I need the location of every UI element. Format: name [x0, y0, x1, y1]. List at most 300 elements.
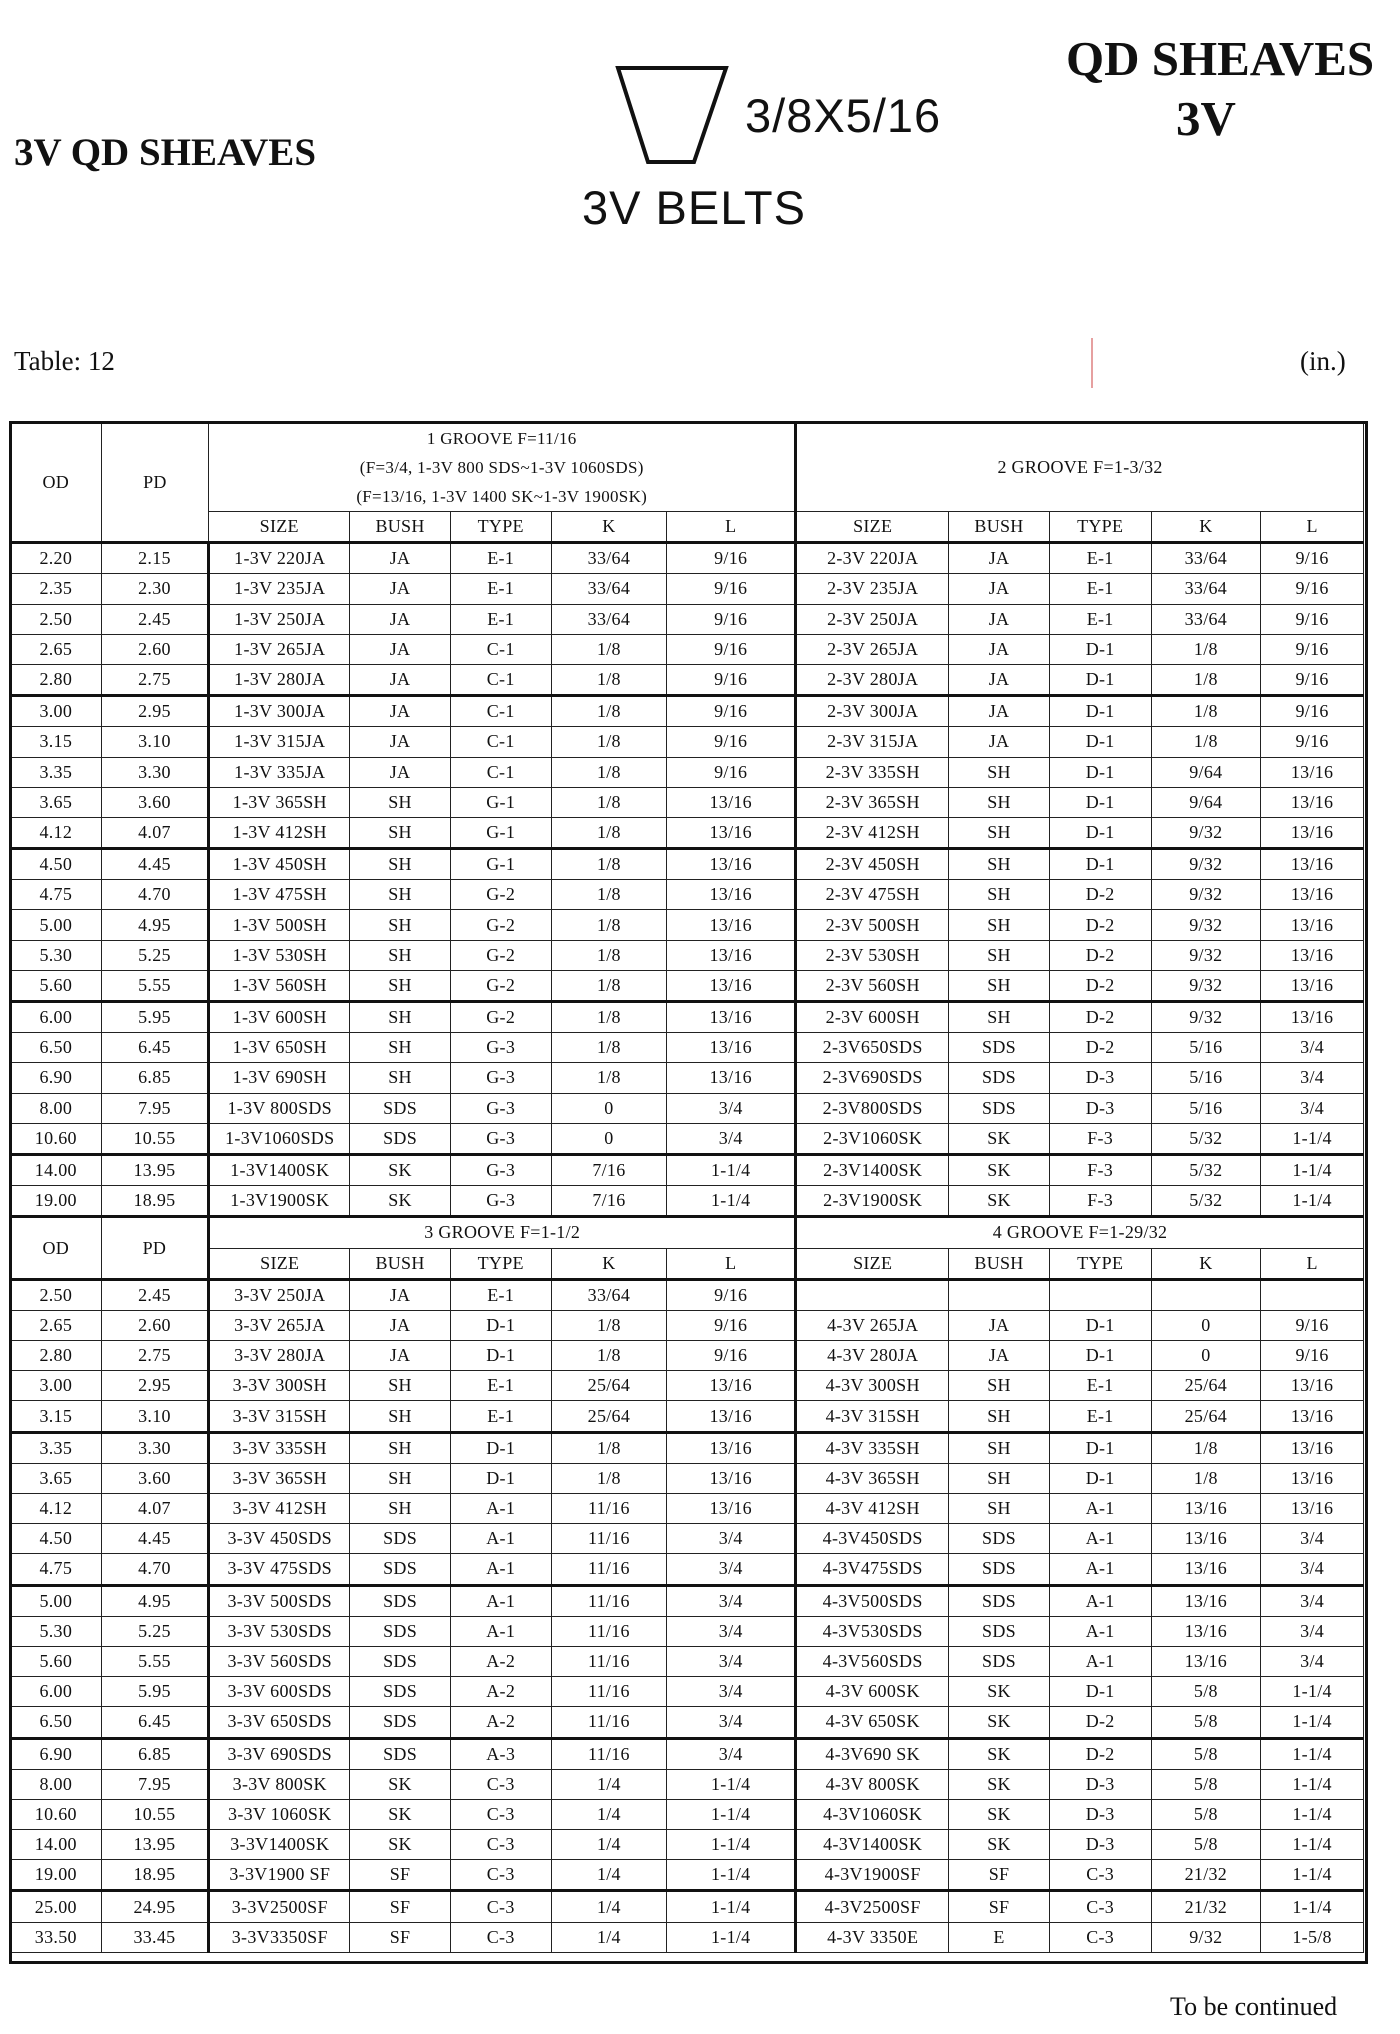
cell-size-3: 3-3V 600SDS — [209, 1677, 350, 1707]
cell-k-2: 33/64 — [1151, 604, 1261, 634]
cell-l-2: 3/4 — [1261, 1093, 1364, 1123]
subheader-size: SIZE — [796, 512, 949, 543]
cell-k-1: 1/8 — [551, 880, 667, 910]
group-1-title: 1 GROOVE F=11/16 — [426, 428, 577, 448]
cell-type-3: A-3 — [450, 1738, 551, 1769]
cell-k-1: 1/8 — [551, 849, 667, 880]
cell-k-1: 1/8 — [551, 727, 667, 757]
cell-bush-1: SK — [350, 1186, 451, 1217]
cell-bush-1: SH — [350, 910, 451, 940]
table-row — [11, 1341, 1364, 1371]
table-row — [11, 1830, 1364, 1860]
cell-od: 6.90 — [11, 1063, 102, 1093]
cell-type-2: D-1 — [1049, 757, 1151, 787]
table-row — [11, 574, 1364, 604]
cell-type-2: D-1 — [1049, 849, 1151, 880]
table-row — [11, 543, 1364, 574]
table-row — [11, 880, 1364, 910]
cell-l-3: 1-1/4 — [667, 1922, 796, 1952]
cell-l-3: 9/16 — [667, 1341, 796, 1371]
cell-size-1: 1-3V 300JA — [209, 696, 350, 727]
table-row — [11, 664, 1364, 695]
cell-k-4: 13/16 — [1151, 1554, 1261, 1585]
cell-bush-2: SH — [949, 910, 1050, 940]
cell-size-4: 4-3V500SDS — [796, 1585, 949, 1616]
cell-type-4: A-1 — [1049, 1585, 1151, 1616]
cell-l-1: 13/16 — [667, 910, 796, 940]
cell-size-2: 2-3V 300JA — [796, 696, 949, 727]
cell-type-4: A-1 — [1049, 1646, 1151, 1676]
cell-od: 6.90 — [11, 1738, 102, 1769]
table-row — [11, 1554, 1364, 1585]
cell-k-4: 5/8 — [1151, 1738, 1261, 1769]
cell-k-2: 5/32 — [1151, 1186, 1261, 1217]
cell-pd: 2.75 — [101, 664, 209, 695]
cell-l-4: 1-1/4 — [1261, 1738, 1364, 1769]
cell-type-3: E-1 — [450, 1279, 551, 1310]
cell-type-3: A-1 — [450, 1585, 551, 1616]
cell-l-3: 13/16 — [667, 1494, 796, 1524]
cell-size-2: 2-3V 265JA — [796, 634, 949, 664]
cell-type-2: D-3 — [1049, 1063, 1151, 1093]
cell-bush-3: JA — [350, 1310, 451, 1340]
table-row — [11, 604, 1364, 634]
cell-k-3: 33/64 — [551, 1279, 667, 1310]
cell-od: 5.60 — [11, 1646, 102, 1676]
cell-size-2: 2-3V1400SK — [796, 1154, 949, 1185]
cell-pd: 5.55 — [101, 1646, 209, 1676]
cell-pd: 2.95 — [101, 1371, 209, 1401]
cell-size-1: 1-3V 800SDS — [209, 1093, 350, 1123]
cell-pd: 6.85 — [101, 1063, 209, 1093]
cell-pd: 3.10 — [101, 727, 209, 757]
cell-l-1: 13/16 — [667, 787, 796, 817]
cell-size-4 — [796, 1279, 949, 1310]
cell-pd: 18.95 — [101, 1860, 209, 1891]
cell-size-3: 3-3V 450SDS — [209, 1524, 350, 1554]
cell-od: 3.15 — [11, 1401, 102, 1432]
cell-k-2: 9/64 — [1151, 787, 1261, 817]
cell-type-1: C-1 — [450, 634, 551, 664]
subheader-k: K — [551, 512, 667, 543]
table-row — [11, 757, 1364, 787]
cell-type-1: G-1 — [450, 787, 551, 817]
cell-pd: 4.45 — [101, 849, 209, 880]
cell-size-1: 1-3V 280JA — [209, 664, 350, 695]
cell-size-2: 2-3V 250JA — [796, 604, 949, 634]
cell-type-3: D-1 — [450, 1463, 551, 1493]
cell-k-4: 21/32 — [1151, 1891, 1261, 1922]
cell-bush-2: SH — [949, 880, 1050, 910]
subheader-type: TYPE — [1049, 512, 1151, 543]
cell-bush-3: SF — [350, 1891, 451, 1922]
subheader-type: TYPE — [1049, 1248, 1151, 1279]
cell-type-2: D-2 — [1049, 880, 1151, 910]
cell-pd: 4.07 — [101, 817, 209, 848]
cell-k-3: 11/16 — [551, 1494, 667, 1524]
cell-pd: 13.95 — [101, 1154, 209, 1185]
cell-bush-3: SDS — [350, 1616, 451, 1646]
cell-l-2: 13/16 — [1261, 817, 1364, 848]
cell-bush-2: SH — [949, 1002, 1050, 1033]
table-row — [11, 1799, 1364, 1829]
cell-l-3: 9/16 — [667, 1310, 796, 1340]
cell-pd: 2.45 — [101, 604, 209, 634]
cell-size-4: 4-3V475SDS — [796, 1554, 949, 1585]
table-row — [11, 1738, 1364, 1769]
cell-l-1: 9/16 — [667, 727, 796, 757]
cell-size-1: 1-3V 600SH — [209, 1002, 350, 1033]
cell-type-1: G-2 — [450, 910, 551, 940]
cell-size-4: 4-3V 335SH — [796, 1432, 949, 1463]
group-1-note-a: (F=3/4, 1-3V 800 SDS~1-3V 1060SDS) — [359, 457, 644, 477]
cell-bush-1: SK — [350, 1154, 451, 1185]
table-row — [11, 787, 1364, 817]
cell-type-2: F-3 — [1049, 1154, 1151, 1185]
cell-size-4: 4-3V 412SH — [796, 1494, 949, 1524]
cell-od: 5.00 — [11, 1585, 102, 1616]
cell-pd: 2.60 — [101, 634, 209, 664]
cell-bush-2: SDS — [949, 1063, 1050, 1093]
cell-l-1: 13/16 — [667, 849, 796, 880]
cell-k-2: 33/64 — [1151, 543, 1261, 574]
cell-type-1: C-1 — [450, 664, 551, 695]
subheader-bush: BUSH — [350, 512, 451, 543]
cell-l-4: 1-1/4 — [1261, 1799, 1364, 1829]
table-row — [11, 1123, 1364, 1154]
cell-l-3: 13/16 — [667, 1401, 796, 1432]
cell-k-3: 1/8 — [551, 1341, 667, 1371]
cell-k-1: 1/8 — [551, 1033, 667, 1063]
cell-type-3: A-2 — [450, 1677, 551, 1707]
cell-size-3: 3-3V 650SDS — [209, 1707, 350, 1738]
cell-type-4: D-2 — [1049, 1707, 1151, 1738]
table-row — [11, 1093, 1364, 1123]
cell-bush-3: SK — [350, 1830, 451, 1860]
cell-type-3: A-1 — [450, 1494, 551, 1524]
cell-l-3: 13/16 — [667, 1463, 796, 1493]
cell-type-2: D-3 — [1049, 1093, 1151, 1123]
cell-od: 6.00 — [11, 1002, 102, 1033]
cell-l-2: 9/16 — [1261, 543, 1364, 574]
cell-pd: 4.95 — [101, 1585, 209, 1616]
cell-pd: 2.30 — [101, 574, 209, 604]
cell-type-4: C-3 — [1049, 1860, 1151, 1891]
cell-l-2: 13/16 — [1261, 880, 1364, 910]
cell-l-4: 9/16 — [1261, 1310, 1364, 1340]
cell-l-1: 9/16 — [667, 543, 796, 574]
cell-size-1: 1-3V 365SH — [209, 787, 350, 817]
cell-od: 19.00 — [11, 1860, 102, 1891]
cell-k-4: 13/16 — [1151, 1585, 1261, 1616]
subheader-l: L — [667, 1248, 796, 1279]
cell-pd: 18.95 — [101, 1186, 209, 1217]
cell-type-2: D-1 — [1049, 727, 1151, 757]
cell-type-1: E-1 — [450, 604, 551, 634]
cell-k-3: 11/16 — [551, 1554, 667, 1585]
cell-size-2: 2-3V690SDS — [796, 1063, 949, 1093]
cell-type-1: G-3 — [450, 1154, 551, 1185]
page-title-left: 3V QD SHEAVES — [14, 131, 317, 174]
cell-l-4: 3/4 — [1261, 1585, 1364, 1616]
cell-type-4: D-1 — [1049, 1677, 1151, 1707]
cell-bush-1: JA — [350, 543, 451, 574]
cell-k-1: 0 — [551, 1123, 667, 1154]
cell-l-2: 9/16 — [1261, 696, 1364, 727]
cell-od: 4.50 — [11, 1524, 102, 1554]
cell-l-1: 9/16 — [667, 634, 796, 664]
cell-k-3: 11/16 — [551, 1707, 667, 1738]
cell-od: 10.60 — [11, 1799, 102, 1829]
cell-od: 2.50 — [11, 604, 102, 634]
cell-size-3: 3-3V 690SDS — [209, 1738, 350, 1769]
cell-type-4: D-1 — [1049, 1432, 1151, 1463]
cell-type-2: D-2 — [1049, 1033, 1151, 1063]
cell-l-3: 9/16 — [667, 1279, 796, 1310]
cell-k-3: 11/16 — [551, 1677, 667, 1707]
cell-bush-4: SH — [949, 1463, 1050, 1493]
cell-l-3: 3/4 — [667, 1738, 796, 1769]
cell-od: 2.35 — [11, 574, 102, 604]
cell-bush-1: JA — [350, 574, 451, 604]
cell-size-2: 2-3V1900SK — [796, 1186, 949, 1217]
table-row — [11, 1922, 1364, 1952]
cell-k-2: 9/32 — [1151, 849, 1261, 880]
cell-pd: 10.55 — [101, 1123, 209, 1154]
cell-bush-1: JA — [350, 696, 451, 727]
cell-size-1: 1-3V 412SH — [209, 817, 350, 848]
cell-bush-2: JA — [949, 696, 1050, 727]
cell-pd: 4.70 — [101, 880, 209, 910]
cell-bush-3: SH — [350, 1494, 451, 1524]
continued-note: To be continued — [1170, 1992, 1338, 2021]
cell-l-1: 9/16 — [667, 574, 796, 604]
cell-size-1: 1-3V 235JA — [209, 574, 350, 604]
cell-l-1: 13/16 — [667, 817, 796, 848]
cell-l-4: 3/4 — [1261, 1524, 1364, 1554]
cell-pd: 2.60 — [101, 1310, 209, 1340]
cell-bush-3: SDS — [350, 1677, 451, 1707]
od-header: OD — [11, 1217, 102, 1279]
cell-k-3: 1/4 — [551, 1891, 667, 1922]
cell-bush-2: SK — [949, 1154, 1050, 1185]
table-label: Table: 12 — [14, 346, 115, 376]
table-row — [11, 634, 1364, 664]
table-row — [11, 1616, 1364, 1646]
cell-k-4: 1/8 — [1151, 1463, 1261, 1493]
cell-bush-3: SDS — [350, 1585, 451, 1616]
cell-k-3: 1/4 — [551, 1830, 667, 1860]
cell-l-3: 3/4 — [667, 1646, 796, 1676]
cell-l-3: 3/4 — [667, 1677, 796, 1707]
red-mark — [1091, 338, 1093, 388]
cell-size-3: 3-3V 560SDS — [209, 1646, 350, 1676]
cell-type-1: C-1 — [450, 757, 551, 787]
page-title-right-sub: 3V — [1176, 91, 1236, 146]
cell-l-3: 1-1/4 — [667, 1891, 796, 1922]
cell-od: 33.50 — [11, 1922, 102, 1952]
cell-type-4 — [1049, 1279, 1151, 1310]
cell-size-3: 3-3V 280JA — [209, 1341, 350, 1371]
cell-od: 3.35 — [11, 757, 102, 787]
cell-k-1: 7/16 — [551, 1186, 667, 1217]
cell-k-2: 9/32 — [1151, 910, 1261, 940]
cell-type-1: E-1 — [450, 543, 551, 574]
cell-k-3: 1/4 — [551, 1799, 667, 1829]
cell-bush-3: SH — [350, 1432, 451, 1463]
cell-bush-4: SK — [949, 1707, 1050, 1738]
cell-bush-2: SH — [949, 787, 1050, 817]
cell-size-2: 2-3V 220JA — [796, 543, 949, 574]
cell-l-4: 1-1/4 — [1261, 1677, 1364, 1707]
cell-type-3: E-1 — [450, 1401, 551, 1432]
table-row — [11, 1891, 1364, 1922]
cell-bush-4: SDS — [949, 1554, 1050, 1585]
table-row — [11, 1707, 1364, 1738]
cell-type-4: D-1 — [1049, 1463, 1151, 1493]
cell-bush-1: JA — [350, 664, 451, 695]
cell-k-1: 1/8 — [551, 757, 667, 787]
cell-pd: 7.95 — [101, 1093, 209, 1123]
cell-k-3: 25/64 — [551, 1371, 667, 1401]
cell-k-4: 25/64 — [1151, 1371, 1261, 1401]
cell-bush-4: SH — [949, 1401, 1050, 1432]
cell-size-4: 4-3V 800SK — [796, 1769, 949, 1799]
cell-l-2: 9/16 — [1261, 604, 1364, 634]
cell-type-1: G-2 — [450, 940, 551, 970]
cell-bush-2: JA — [949, 664, 1050, 695]
cell-l-2: 9/16 — [1261, 664, 1364, 695]
table-row — [11, 1186, 1364, 1217]
cell-l-3: 1-1/4 — [667, 1799, 796, 1829]
cell-size-3: 3-3V1900 SF — [209, 1860, 350, 1891]
cell-l-4: 3/4 — [1261, 1616, 1364, 1646]
cell-k-2: 9/32 — [1151, 970, 1261, 1001]
subheader-l: L — [1261, 1248, 1364, 1279]
cell-size-2: 2-3V 600SH — [796, 1002, 949, 1033]
cell-bush-4: SH — [949, 1432, 1050, 1463]
cell-size-2: 2-3V 560SH — [796, 970, 949, 1001]
cell-type-4: C-3 — [1049, 1922, 1151, 1952]
cell-od: 5.30 — [11, 1616, 102, 1646]
cell-pd: 5.25 — [101, 1616, 209, 1646]
cell-od: 3.00 — [11, 1371, 102, 1401]
group-4-header: 4 GROOVE F=1-29/32 — [796, 1217, 1364, 1248]
cell-pd: 5.95 — [101, 1002, 209, 1033]
cell-type-4: D-2 — [1049, 1738, 1151, 1769]
cell-od: 2.20 — [11, 543, 102, 574]
cell-l-4: 13/16 — [1261, 1494, 1364, 1524]
cell-bush-1: SH — [350, 940, 451, 970]
cell-k-3: 1/4 — [551, 1860, 667, 1891]
table-row — [11, 1585, 1364, 1616]
cell-size-1: 1-3V 560SH — [209, 970, 350, 1001]
cell-l-4: 1-5/8 — [1261, 1922, 1364, 1952]
group-1-note-b: (F=13/16, 1-3V 1400 SK~1-3V 1900SK) — [356, 486, 648, 506]
cell-size-2: 2-3V 500SH — [796, 910, 949, 940]
cell-bush-2: SDS — [949, 1033, 1050, 1063]
cell-od: 3.65 — [11, 1463, 102, 1493]
cell-bush-3: SH — [350, 1371, 451, 1401]
cell-od: 5.60 — [11, 970, 102, 1001]
cell-od: 19.00 — [11, 1186, 102, 1217]
cell-k-2: 5/32 — [1151, 1123, 1261, 1154]
cell-type-2: D-1 — [1049, 696, 1151, 727]
cell-type-1: G-2 — [450, 880, 551, 910]
cell-od: 4.12 — [11, 1494, 102, 1524]
cell-pd: 3.60 — [101, 1463, 209, 1493]
cell-od: 6.50 — [11, 1707, 102, 1738]
cell-size-3: 3-3V 500SDS — [209, 1585, 350, 1616]
subheader-l: L — [1261, 512, 1364, 543]
cell-k-2: 9/32 — [1151, 1002, 1261, 1033]
cell-size-1: 1-3V1900SK — [209, 1186, 350, 1217]
cell-od: 2.65 — [11, 1310, 102, 1340]
cell-bush-2: SH — [949, 940, 1050, 970]
cell-bush-1: SH — [350, 880, 451, 910]
cell-size-3: 3-3V 265JA — [209, 1310, 350, 1340]
cell-size-4: 4-3V1060SK — [796, 1799, 949, 1829]
cell-od: 10.60 — [11, 1123, 102, 1154]
cell-pd: 4.95 — [101, 910, 209, 940]
v-belt-cross-section-icon — [612, 62, 732, 172]
cell-k-3: 11/16 — [551, 1585, 667, 1616]
cell-l-2: 1-1/4 — [1261, 1186, 1364, 1217]
cell-bush-3: SDS — [350, 1646, 451, 1676]
cell-bush-4: JA — [949, 1341, 1050, 1371]
cell-k-1: 1/8 — [551, 664, 667, 695]
cell-od: 6.00 — [11, 1677, 102, 1707]
cell-size-4: 4-3V1900SF — [796, 1860, 949, 1891]
cell-l-3: 3/4 — [667, 1554, 796, 1585]
cell-l-4: 13/16 — [1261, 1463, 1364, 1493]
cell-bush-1: JA — [350, 634, 451, 664]
cell-pd: 4.07 — [101, 1494, 209, 1524]
table-row — [11, 910, 1364, 940]
cell-l-4: 1-1/4 — [1261, 1707, 1364, 1738]
cell-size-1: 1-3V 315JA — [209, 727, 350, 757]
cell-size-4: 4-3V 300SH — [796, 1371, 949, 1401]
cell-l-4: 3/4 — [1261, 1554, 1364, 1585]
cell-type-2: E-1 — [1049, 543, 1151, 574]
cell-l-3: 13/16 — [667, 1371, 796, 1401]
cell-k-4: 0 — [1151, 1341, 1261, 1371]
cell-l-4: 13/16 — [1261, 1432, 1364, 1463]
cell-k-1: 1/8 — [551, 817, 667, 848]
cell-l-4: 13/16 — [1261, 1371, 1364, 1401]
cell-od: 8.00 — [11, 1093, 102, 1123]
cell-bush-2: SH — [949, 970, 1050, 1001]
cell-l-1: 13/16 — [667, 940, 796, 970]
cell-l-2: 1-1/4 — [1261, 1123, 1364, 1154]
cell-bush-2: JA — [949, 727, 1050, 757]
cell-bush-4: SDS — [949, 1524, 1050, 1554]
group-1-header — [209, 423, 796, 512]
cell-k-1: 1/8 — [551, 787, 667, 817]
cell-type-3: A-1 — [450, 1616, 551, 1646]
cell-od: 3.35 — [11, 1432, 102, 1463]
cell-od: 14.00 — [11, 1830, 102, 1860]
cell-bush-1: JA — [350, 604, 451, 634]
cell-k-3: 1/8 — [551, 1463, 667, 1493]
cell-k-2: 5/16 — [1151, 1063, 1261, 1093]
table-row — [11, 1463, 1364, 1493]
table-row — [11, 1677, 1364, 1707]
cell-type-1: E-1 — [450, 574, 551, 604]
cell-type-2: D-1 — [1049, 664, 1151, 695]
table-row — [11, 1310, 1364, 1340]
cell-type-2: D-1 — [1049, 817, 1151, 848]
